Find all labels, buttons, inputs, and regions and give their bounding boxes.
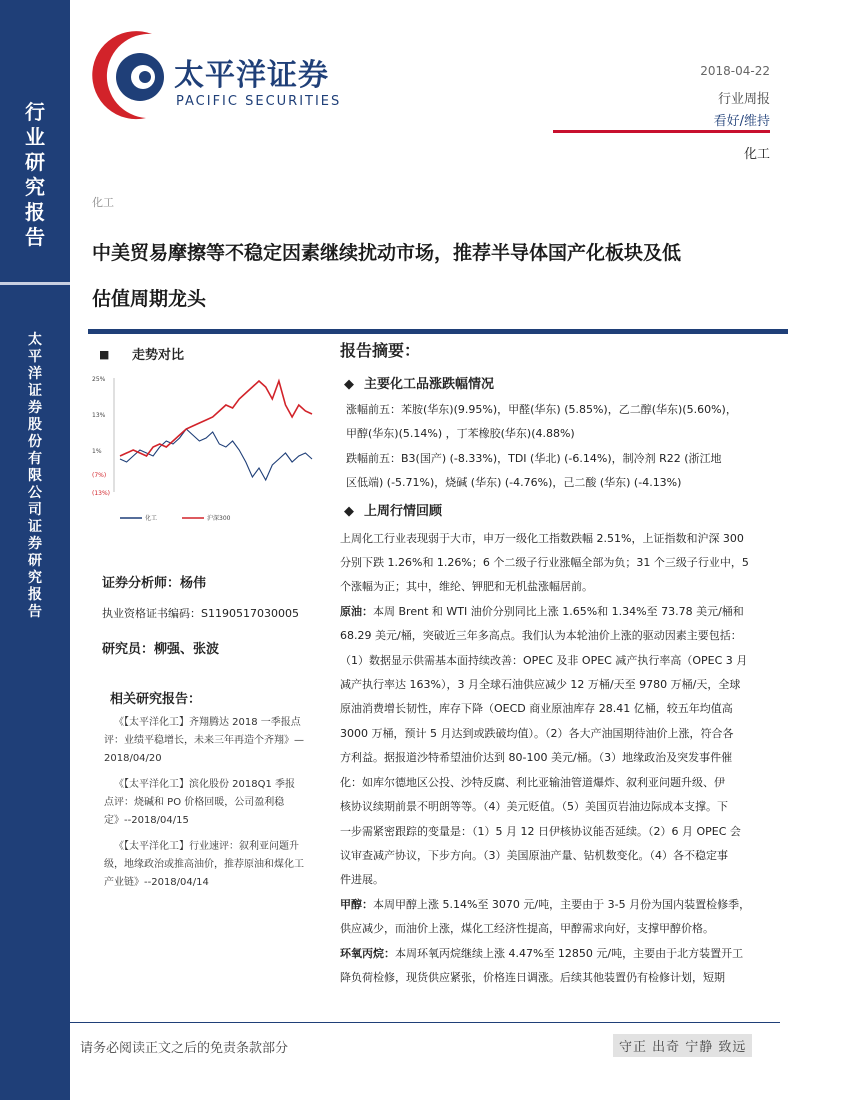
footer-disclaimer: 请务必阅读正文之后的免责条款部分 [80, 1041, 289, 1056]
header-accent-bar [553, 130, 770, 133]
side-company-char: 研 [28, 553, 42, 569]
side-company-char: 究 [28, 570, 42, 586]
related-reports-title: 相关研究报告： [110, 692, 202, 707]
header-sector: 化工 [743, 147, 770, 162]
side-company-char: 股 [28, 417, 42, 433]
rise-paragraph: 涨幅前五：苯胺(华东)(9.95%)，甲醛(华东) (5.85%)，乙二醇(华东)(5.60%)， 甲醇(华东)(5.14%) ，丁苯橡胶(华东)(4.88%) 跌幅前五：B3(国产) (-8.33%)，TDI (华北) (-6.14%)，制冷剂 R22 (浙江地 区低端) (-5.71%)，烧碱 (华东) (-4.76%)，己二酸 (华东) (-4.13%) [346, 403, 737, 490]
side-category-char: 行 [25, 100, 45, 124]
review-paragraph: 上周化工行业表现弱于大市，申万一级化工指数跌幅 2.51%，上证指数和沪深 300 分别下跌 1.26%和 1.26%；6 个二级子行业涨幅全部为负；31 个三级子行业中，5 个涨幅为正；其中，维纶、钾肥和无机盐涨幅居前。 [340, 531, 749, 594]
page-title [92, 230, 792, 322]
title-line-1: 中美贸易摩擦等不稳定因素继续扰动市场，推荐半导体国产化板块及低 [92, 242, 682, 264]
crude-label: 原油： [340, 604, 373, 618]
side-company-char: 报 [28, 587, 42, 603]
side-company-char: 平 [28, 349, 42, 365]
logo-cn-text: 太平洋证券 [174, 58, 329, 93]
diamond-bullet-icon: ◆ [344, 377, 354, 392]
methanol-paragraph: 甲醇：本周甲醇上涨 5.14%至 3070 元/吨，主要由于 3-5 月份为国内装置检修季， 供应减少，而油价上涨，煤化工经济性提高，甲醇需求向好，支撑甲醇价格。 [340, 897, 751, 936]
side-company-char: 洋 [28, 366, 42, 382]
side-category-char: 业 [25, 125, 45, 149]
diamond-bullet-icon: ◆ [344, 503, 354, 519]
report-type: 行业周报 [717, 92, 770, 107]
related-report-item[interactable]: 《【太平洋化工】滨化股份 2018Q1 季报点评：烧碱和 PO 价格回暖，公司盈利稳定》--2018/04/15 [104, 779, 296, 826]
legend-label: 沪深300 [207, 515, 231, 522]
trend-title: 走势对比 [132, 348, 185, 363]
square-bullet-icon: ■ [99, 348, 110, 361]
side-company-char: 证 [28, 519, 42, 535]
logo-en-text: PACIFIC SECURITIES [176, 94, 342, 109]
logo-mark-icon [90, 22, 180, 122]
y-tick-label: (7%) [92, 472, 107, 479]
report-date: 2018-04-22 [700, 64, 770, 78]
side-category-char: 报 [25, 200, 45, 224]
side-company-char: 司 [28, 502, 42, 518]
po-paragraph: 环氧丙烷：本周环氧丙烷继续上涨 4.47%至 12850 元/吨，主要由于北方装置开工 降负荷检修，现货供应紧张，价格连日调涨。后续其他装置仍有检修计划，短期 [340, 946, 744, 984]
related-report-item[interactable]: 《【太平洋化工】齐翔腾达 2018 一季报点评：业绩平稳增长，未来三年再造个齐翔》—2018/04/20 [104, 717, 304, 764]
side-company-char: 太 [28, 332, 42, 348]
analyst: 证券分析师：杨伟 [102, 576, 207, 591]
side-category-char: 告 [25, 225, 45, 249]
legend-label: 化工 [145, 515, 158, 522]
rating: 看好/维持 [713, 114, 770, 129]
footer-motto: 守正 出奇 宁静 致远 [613, 1034, 752, 1057]
subheading-review: ◆ 上周行情回顾 [344, 503, 443, 519]
side-company-char: 有 [28, 451, 42, 467]
subheading-prices: ◆ 主要化工品涨跌幅情况 [344, 377, 495, 392]
abstract-column [340, 338, 780, 990]
side-company-char: 公 [28, 485, 42, 501]
related-report-item[interactable]: 《【太平洋化工】行业速评：叙利亚问题升级，地缘政治或推高油价，推荐原油和煤化工产业链》--2018/04/14 [104, 841, 304, 888]
side-company-char: 限 [28, 468, 42, 484]
side-divider [0, 282, 70, 285]
side-company-char: 券 [28, 536, 42, 552]
side-company-char: 告 [28, 604, 42, 620]
side-company-char: 证 [28, 383, 42, 399]
trend-chart [90, 370, 320, 530]
abstract-heading: 报告摘要： [340, 341, 421, 360]
side-company-char: 份 [28, 434, 42, 450]
y-tick-label: 13% [92, 412, 106, 419]
side-band [0, 0, 70, 1100]
side-category [0, 100, 70, 250]
company-logo [90, 22, 390, 122]
side-company-char: 券 [28, 400, 42, 416]
side-category-char: 研 [25, 150, 45, 174]
researchers: 研究员：柳强、张波 [102, 642, 220, 657]
title-divider [88, 329, 788, 334]
footer-divider [70, 1022, 780, 1023]
related-reports-list [104, 714, 304, 900]
y-tick-label: 1% [92, 448, 102, 455]
cert-number: 执业资格证书编码：S1190517030005 [102, 607, 299, 620]
series-line-chemical [120, 429, 312, 480]
y-tick-label: (13%) [92, 490, 111, 497]
side-category-char: 究 [25, 175, 45, 199]
po-label: 环氧丙烷： [340, 946, 395, 960]
methanol-label: 甲醇： [340, 897, 373, 911]
title-line-2: 估值周期龙头 [92, 288, 207, 310]
crude-paragraph: 原油：本周 Brent 和 WTI 油价分别同比上涨 1.65%和 1.34%至 73.78 美元/桶和 68.29 美元/桶，突破近三年多高点。我们认为本轮油价上涨的驱动因素主要包括： （1）数据显示供需基本面持续改善：OPEC 及非 OPEC 减产执行率高（OPEC 3 月 减产执行率达 163%），3 月全球石油供应减少 12 万桶/天至 9780 万桶/天，全球 原油消费增长韧性，库存下降（OECD 商业原油库存 28.41 亿桶，较五年均值高 3000 万桶，预计 5 月达到或跌破均值）。（2）各大产油国期待油价上涨，符合各 方利益。据报道沙特希望油价达到 80-100 美元/桶。（3）地缘政治及突发事件催 化：如库尔德地区公投、沙特反腐、利比亚输油管道爆炸、叙利亚问题升级、伊 核协议续期前景不明朗等等。（4）美元贬值。（5）美国页岩油边际成本支撑。下 一步需紧密跟踪的变量是：（1）5 月 12 日伊核协议能否延续。（2）6 月 OPEC 会 议审查减产协议，下步方向。（3）美国原油产量、钻机数变化。（4）各不稳定事 件进展。 [340, 604, 748, 887]
series-line-csi300 [120, 381, 312, 456]
y-tick-label: 25% [92, 376, 106, 383]
sector-label: 化工 [92, 196, 114, 209]
side-company [0, 332, 70, 621]
